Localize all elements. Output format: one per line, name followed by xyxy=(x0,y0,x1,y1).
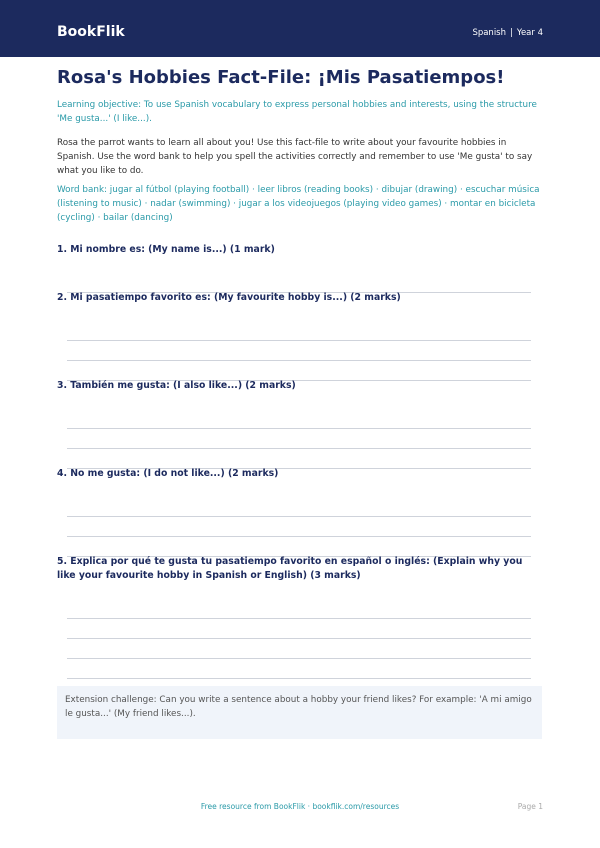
answer-line[interactable] xyxy=(67,638,531,639)
meta-separator: | xyxy=(510,28,513,38)
learning-objective: Learning objective: To use Spanish vocabulary to express personal hobbies and interests, using the structure 'Me gusta...' (I like...). xyxy=(57,100,537,124)
brand-logo-text: BookFlik xyxy=(57,24,125,40)
year-label: Year 4 xyxy=(516,28,543,38)
question-4: 4. No me gusta: (I do not like...) (2 marks) xyxy=(57,468,279,479)
extension-challenge-text: Extension challenge: Can you write a sentence about a hobby your friend likes? For example: 'A mi amigo le gusta...' (My friend likes...). xyxy=(65,695,532,719)
answer-line[interactable] xyxy=(67,536,531,537)
header-bar xyxy=(0,0,600,57)
subject-label: Spanish xyxy=(472,28,507,38)
answer-line[interactable] xyxy=(67,678,531,679)
extension-challenge-box xyxy=(57,686,542,739)
question-3: 3. También me gusta: (I also like...) (2 marks) xyxy=(57,380,296,391)
answer-line[interactable] xyxy=(67,618,531,619)
answer-line[interactable] xyxy=(67,360,531,361)
question-2: 2. Mi pasatiempo favorito es: (My favourite hobby is...) (2 marks) xyxy=(57,292,401,303)
question-1: 1. Mi nombre es: (My name is...) (1 mark) xyxy=(57,244,275,255)
answer-line[interactable] xyxy=(67,340,531,341)
intro-text: Rosa the parrot wants to learn all about you! Use this fact-file to write about your favourite hobbies in Spanish. Use the word bank to help you spell the activities correctly and remember to use 'Me gusta' to say what you like to do. xyxy=(57,138,533,176)
question-5: 5. Explica por qué te gusta tu pasatiempo favorito en español o inglés: (Explain why you like your favourite hobby in Spanish or English) (3 marks) xyxy=(57,556,523,581)
answer-line[interactable] xyxy=(67,658,531,659)
page-title: Rosa's Hobbies Fact-File: ¡Mis Pasatiempos! xyxy=(57,67,505,88)
answer-line[interactable] xyxy=(67,428,531,429)
page-number: Page 1 xyxy=(517,802,543,811)
subject-year-label xyxy=(472,27,543,39)
answer-line[interactable] xyxy=(67,448,531,449)
footer-credit: Free resource from BookFlik · bookflik.com/resources xyxy=(200,802,400,811)
word-bank: Word bank: jugar al fútbol (playing football) · leer libros (reading books) · dibujar (drawing) · escuchar música (listening to music) · nadar (swimming) · jugar a los videojuegos (playing video games) · montar en bicicleta (cycling) · bailar (dancing) xyxy=(57,185,540,223)
answer-line[interactable] xyxy=(67,516,531,517)
